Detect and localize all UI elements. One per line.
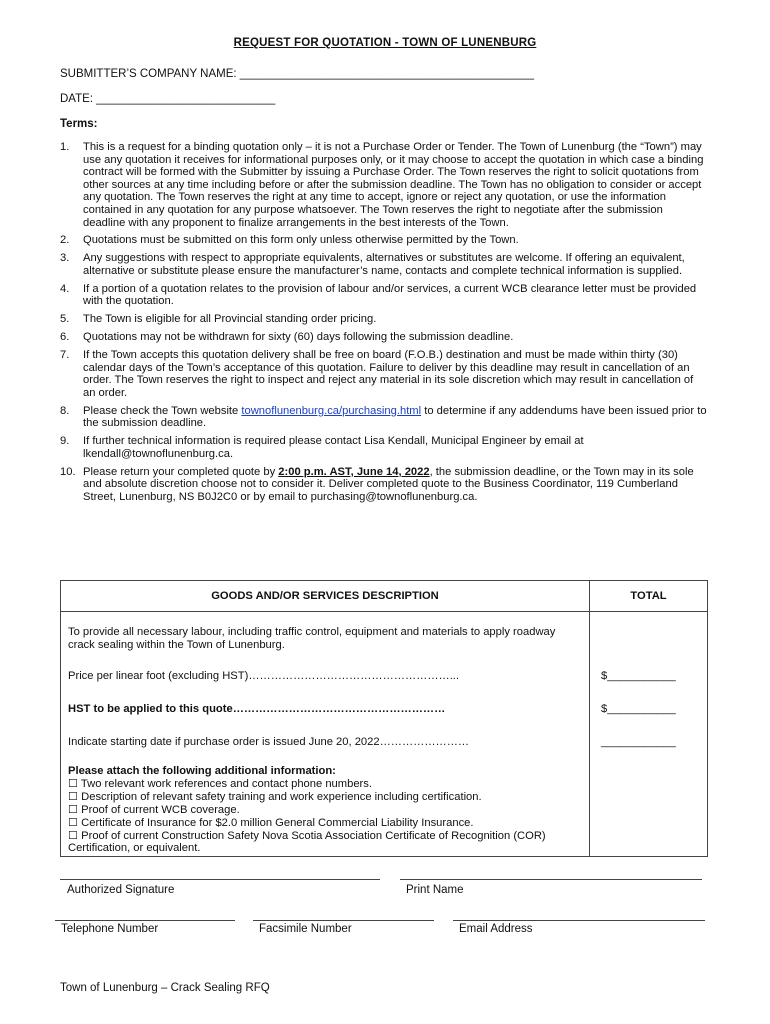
date-field: DATE: ____________________________ — [60, 93, 276, 105]
term-4: 4. If a portion of a quotation relates to the provision of labour and/or services, a current WCB clearance letter must be provided with the quotation. — [60, 282, 697, 308]
facsimile-line[interactable] — [253, 920, 434, 921]
document-title: REQUEST FOR QUOTATION - TOWN OF LUNENBURG — [233, 37, 537, 49]
term-8: 8. Please check the Town website townoflunenburg.ca/purchasing.html to determine if any addendums have been issued prior to the submission deadline. — [60, 404, 707, 430]
terms-heading: Terms: — [60, 118, 98, 130]
term-9: 9. If further technical information is required please contact Lisa Kendall, Municipal Engineer by email at lkendall@townoflunenburg.ca. — [60, 435, 584, 460]
header-description: GOODS AND/OR SERVICES DESCRIPTION — [61, 581, 590, 612]
telephone-line[interactable] — [55, 920, 235, 921]
attachment-item[interactable]: ☐ Certificate of Insurance for $2.0 million General Commercial Liability Insurance. — [68, 816, 474, 829]
term-10: 10. Please return your completed quote by 2:00 p.m. AST, June 14, 2022, the submission deadline, or the Town may in its sole and absolute discretion choose not to consider it. Deliver completed quote to the Business Coordinator, 119 Cumberland Street, Lunenburg, NS B0J2C0 or by email to purchasing@townoflunenburg.ca. — [60, 465, 694, 503]
authorized-signature-label: Authorized Signature — [67, 884, 175, 896]
term-3: 3. Any suggestions with respect to appropriate equivalents, alternatives or substitutes are welcome. If offering an equivalent, alternative or substitute please ensure the manufacturer’s name, contacts and complete technical information is supplied. — [60, 252, 685, 277]
page-footer: Town of Lunenburg – Crack Sealing RFQ — [60, 982, 270, 994]
attachment-item[interactable]: ☐ Two relevant work references and contact phone numbers. — [68, 777, 372, 790]
terms-list — [60, 141, 708, 509]
scope-intro: To provide all necessary labour, including traffic control, equipment and materials to apply roadway crack sealing within the Town of Lunenburg. — [68, 626, 556, 651]
telephone-label: Telephone Number — [61, 923, 159, 935]
attachment-item[interactable]: ☐ Proof of current WCB coverage. — [68, 803, 240, 816]
price-per-foot-line: Price per linear foot (excluding HST)………………………………………………... — [68, 670, 460, 682]
submission-deadline: 2:00 p.m. AST, June 14, 2022 — [278, 465, 430, 478]
authorized-signature-line[interactable] — [60, 879, 380, 880]
term-2: 2. Quotations must be submitted on this form only unless otherwise permitted by the Town. — [60, 234, 519, 247]
hst-total-field[interactable]: $___________ — [601, 703, 676, 715]
print-name-line[interactable] — [400, 879, 702, 880]
hst-line: HST to be applied to this quote………………………………………………… — [68, 703, 446, 715]
price-total-field[interactable]: $___________ — [601, 670, 676, 682]
print-name-label: Print Name — [406, 884, 464, 896]
email-line[interactable] — [453, 920, 705, 921]
purchasing-link[interactable]: townoflunenburg.ca/purchasing.html — [241, 404, 422, 417]
company-name-field: SUBMITTER’S COMPANY NAME: ______________________________________________ — [60, 68, 534, 80]
attachment-item[interactable]: ☐ Description of relevant safety training and work experience including certification. — [68, 790, 482, 803]
start-date-field[interactable]: ____________ — [601, 736, 676, 748]
term-7: 7. If the Town accepts this quotation delivery shall be free on board (F.O.B.) destination and must be made within thirty (30) calendar days of the Town’s acceptance of this quotation. Failure to deliver by this deadline may result in cancellation of an order. The Town reserves the right to inspect and reject any material in its sole discretion which may result in cancellation of an order. — [60, 349, 694, 399]
goods-services-table — [60, 580, 708, 857]
facsimile-label: Facsimile Number — [259, 923, 352, 935]
term-6: 6. Quotations may not be withdrawn for sixty (60) days following the submission deadline. — [60, 331, 514, 344]
email-label: Email Address — [459, 923, 533, 935]
term-1: 1. This is a request for a binding quotation only – it is not a Purchase Order or Tender. The Town of Lunenburg (the “Town”) may use any quotation it receives for informational purposes only, or it may choose to accept the quotation in which case a binding contract will be formed with the Submitter by issuing a Purchase Order. The Town reserves the right to solicit quotations from other sources at any time including before or after the submission deadline. The Town has no obligation to consider or accept any quotation. The Town reserves the right at any time to accept, ignore or reject any quotation, or use the information contained in any quotation for any purpose whatsoever. The Town reserves the right to negotiate after the submission deadline with any proponent to finalize arrangements in the best interests of the Town. — [60, 141, 704, 229]
attachment-item[interactable]: ☐ Proof of current Construction Safety Nova Scotia Association Certificate of Recognition (COR) Certification, or equivalent. — [68, 829, 546, 855]
attachments-block — [68, 765, 583, 855]
header-total: TOTAL — [590, 581, 708, 612]
term-5: 5. The Town is eligible for all Provincial standing order pricing. — [60, 313, 377, 326]
description-cell — [61, 612, 590, 857]
start-date-line: Indicate starting date if purchase order is issued June 20, 2022…………………… — [68, 736, 470, 748]
attachments-heading: Please attach the following additional information: — [68, 765, 336, 777]
total-cell — [590, 612, 708, 857]
